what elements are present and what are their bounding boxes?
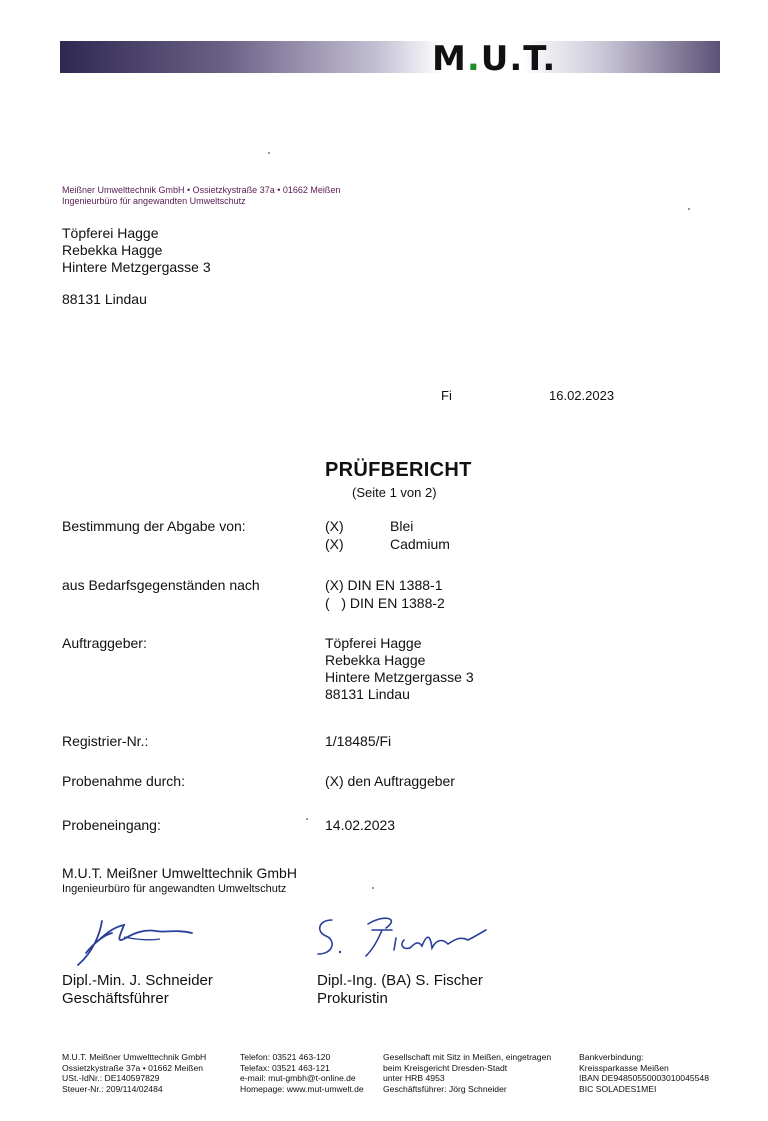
client-line: Rebekka Hagge — [325, 652, 426, 668]
footer-text: Kreissparkasse Meißen — [579, 1062, 669, 1073]
footer-text: beim Kreisgericht Dresden-Stadt — [383, 1062, 508, 1073]
field-label-bestimmung: Bestimmung der Abgabe von: — [62, 518, 246, 534]
footer-company — [62, 1052, 206, 1094]
client-line: Hintere Metzgergasse 3 — [325, 669, 474, 685]
footer-text: Bankverbindung: — [579, 1052, 644, 1062]
field-label-probeneingang: Probeneingang: — [62, 817, 161, 833]
recipient-address — [62, 225, 211, 276]
footer-text: USt.-IdNr.: DE140597829 — [62, 1073, 160, 1083]
footer-homepage: Homepage: www.mut-umwelt.de — [240, 1083, 364, 1094]
signer-role: Geschäftsführer — [62, 990, 169, 1007]
sampling-value: (X) den Auftraggeber — [325, 773, 455, 789]
field-label-registrier: Registrier-Nr.: — [62, 733, 149, 749]
footer-text: IBAN DE94850550003010045548 — [579, 1073, 709, 1083]
report-subtitle: (Seite 1 von 2) — [352, 485, 437, 500]
norm-option-2: ( ) DIN EN 1388-2 — [325, 595, 445, 611]
footer-contact — [240, 1052, 364, 1094]
client-line: Töpferei Hagge — [325, 635, 422, 651]
check-mark: (X) — [325, 536, 344, 552]
document-date: 16.02.2023 — [549, 388, 615, 403]
footer-legal — [383, 1052, 551, 1094]
field-label-bedarf: aus Bedarfsgegenständen nach — [62, 577, 260, 593]
footer-text: Ossietzkystraße 37a • 01662 Meißen — [62, 1062, 204, 1073]
report-title: PRÜFBERICHT — [325, 459, 472, 481]
sender-address: Meißner Umwelttechnik GmbH • Ossietzkystraße 37a • 01662 Meißen — [62, 185, 341, 195]
recipient-line: Töpferei Hagge — [62, 225, 159, 241]
analyte-lead: Blei — [390, 518, 414, 534]
footer-text: Telefax: 03521 463-121 — [240, 1062, 330, 1073]
scan-speck — [268, 152, 270, 154]
client-address — [325, 635, 474, 703]
recipient-line: Rebekka Hagge — [62, 242, 163, 258]
registration-number: 1/18485/Fi — [325, 733, 392, 749]
company-logo: M.U.T. — [432, 39, 557, 79]
scan-speck — [372, 887, 374, 889]
sender-subtitle: Ingenieurbüro für angewandten Umweltschutz — [62, 196, 246, 206]
check-mark: (X) — [325, 518, 344, 534]
footer-text: Steuer-Nr.: 209/114/02484 — [62, 1083, 163, 1094]
analyte-cadmium: Cadmium — [390, 536, 450, 552]
recipient-line: Hintere Metzgergasse 3 — [62, 259, 211, 275]
footer-email: e-mail: mut-gmbh@t-online.de — [240, 1073, 356, 1083]
recipient-city: 88131 Lindau — [62, 291, 147, 307]
signer-fischer — [317, 972, 483, 1008]
signer-name: Dipl.-Ing. (BA) S. Fischer — [317, 972, 483, 989]
signer-role: Prokuristin — [317, 990, 388, 1007]
footer-text: Geschäftsführer: Jörg Schneider — [383, 1083, 507, 1094]
header-banner — [60, 41, 720, 73]
footer-text: Telefon: 03521 463-120 — [240, 1052, 331, 1062]
receipt-date: 14.02.2023 — [325, 817, 396, 833]
footer-text: Gesellschaft mit Sitz in Meißen, eingetragen — [383, 1052, 552, 1062]
sender-line — [62, 185, 340, 207]
footer-bank — [579, 1052, 709, 1094]
client-line: 88131 Lindau — [325, 686, 410, 702]
signer-name: Dipl.-Min. J. Schneider — [62, 972, 213, 989]
signature-schneider — [64, 913, 204, 973]
scan-speck — [688, 208, 690, 210]
footer-text: BIC SOLADES1MEI — [579, 1083, 657, 1094]
footer-text: M.U.T. Meißner Umwelttechnik GmbH — [62, 1052, 207, 1062]
field-label-probenahme: Probenahme durch: — [62, 773, 185, 789]
footer-text: unter HRB 4953 — [383, 1073, 445, 1083]
signature-fischer — [308, 910, 488, 965]
field-label-auftraggeber: Auftraggeber: — [62, 635, 147, 651]
scan-speck — [306, 818, 308, 820]
signature-company: M.U.T. Meißner Umwelttechnik GmbH — [62, 865, 297, 881]
signer-schneider — [62, 972, 213, 1008]
signature-company-sub: Ingenieurbüro für angewandten Umweltschutz — [62, 883, 287, 895]
norm-option-1: (X) DIN EN 1388-1 — [325, 577, 443, 593]
reference-code: Fi — [441, 388, 452, 403]
